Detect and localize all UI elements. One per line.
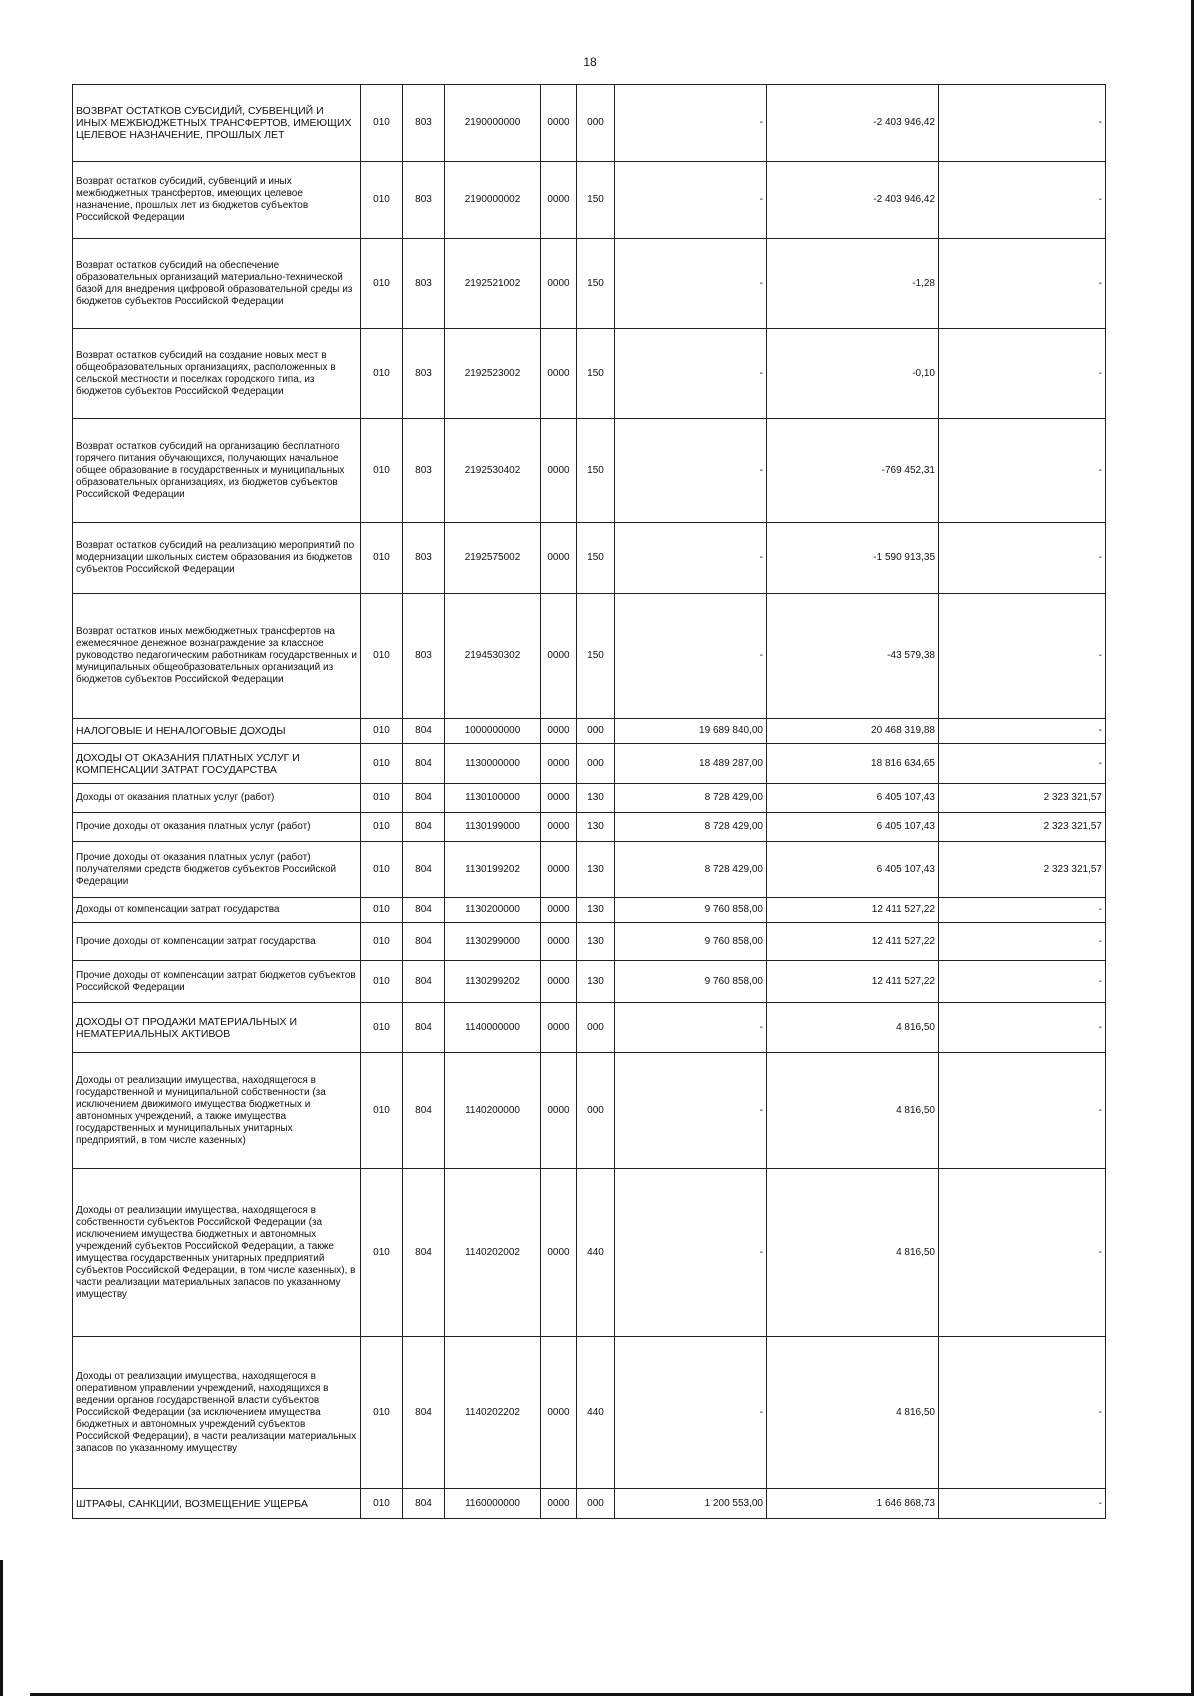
row-value-unexecuted: -: [939, 744, 1106, 784]
row-value-executed: -1,28: [767, 239, 939, 329]
row-code-2: 803: [403, 523, 445, 594]
row-code-1: 010: [361, 239, 403, 329]
row-code-5: 000: [577, 1489, 615, 1519]
row-code-1: 010: [361, 813, 403, 842]
row-name: НАЛОГОВЫЕ И НЕНАЛОГОВЫЕ ДОХОДЫ: [73, 719, 361, 744]
row-value-approved: -: [615, 419, 767, 523]
row-code-2: 804: [403, 1337, 445, 1489]
row-code-2: 804: [403, 784, 445, 813]
row-code-2: 804: [403, 898, 445, 923]
row-value-executed: 6 405 107,43: [767, 813, 939, 842]
row-name: Возврат остатков субсидий, субвенций и иных межбюджетных трансфертов, имеющих целевое назначение, прошлых лет из бюджетов субъектов Российской Федерации: [73, 162, 361, 239]
row-value-unexecuted: -: [939, 1003, 1106, 1053]
row-code-5: 440: [577, 1337, 615, 1489]
row-code-5: 000: [577, 1003, 615, 1053]
row-code-5: 150: [577, 523, 615, 594]
row-code-4: 0000: [541, 898, 577, 923]
row-value-executed: 12 411 527,22: [767, 898, 939, 923]
row-value-executed: 6 405 107,43: [767, 784, 939, 813]
page-number: 18: [583, 55, 597, 69]
row-code-5: 130: [577, 898, 615, 923]
row-value-executed: 12 411 527,22: [767, 923, 939, 961]
page-border-left: [0, 1560, 3, 1696]
row-code-1: 010: [361, 1489, 403, 1519]
row-name: Доходы от компенсации затрат государства: [73, 898, 361, 923]
row-value-unexecuted: -: [939, 419, 1106, 523]
row-code-3: 1140202202: [445, 1337, 541, 1489]
row-name: ШТРАФЫ, САНКЦИИ, ВОЗМЕЩЕНИЕ УЩЕРБА: [73, 1489, 361, 1519]
row-value-unexecuted: -: [939, 961, 1106, 1003]
row-code-3: 2192523002: [445, 329, 541, 419]
table-row: [73, 329, 1106, 419]
table-row: [73, 961, 1106, 1003]
table-row: [73, 784, 1106, 813]
row-value-approved: -: [615, 162, 767, 239]
row-code-5: 000: [577, 85, 615, 162]
row-code-5: 150: [577, 419, 615, 523]
row-code-3: 2190000002: [445, 162, 541, 239]
row-code-2: 804: [403, 1053, 445, 1169]
row-value-executed: 4 816,50: [767, 1169, 939, 1337]
table-row: [73, 1003, 1106, 1053]
row-value-approved: -: [615, 523, 767, 594]
row-value-executed: -2 403 946,42: [767, 162, 939, 239]
row-value-unexecuted: -: [939, 1489, 1106, 1519]
row-name: Прочие доходы от компенсации затрат бюджетов субъектов Российской Федерации: [73, 961, 361, 1003]
row-value-executed: -43 579,38: [767, 594, 939, 719]
row-code-1: 010: [361, 1169, 403, 1337]
row-value-approved: 8 728 429,00: [615, 784, 767, 813]
row-code-3: 1140200000: [445, 1053, 541, 1169]
row-value-unexecuted: -: [939, 1053, 1106, 1169]
table-row: [73, 523, 1106, 594]
row-value-approved: 1 200 553,00: [615, 1489, 767, 1519]
row-code-5: 150: [577, 594, 615, 719]
row-code-2: 804: [403, 961, 445, 1003]
table-row: [73, 898, 1106, 923]
row-value-unexecuted: -: [939, 85, 1106, 162]
row-name: Доходы от оказания платных услуг (работ): [73, 784, 361, 813]
row-code-2: 803: [403, 85, 445, 162]
row-value-approved: -: [615, 329, 767, 419]
table-row: [73, 842, 1106, 898]
row-value-unexecuted: -: [939, 719, 1106, 744]
row-value-approved: -: [615, 1053, 767, 1169]
row-name: ДОХОДЫ ОТ ПРОДАЖИ МАТЕРИАЛЬНЫХ И НЕМАТЕРИАЛЬНЫХ АКТИВОВ: [73, 1003, 361, 1053]
row-code-5: 440: [577, 1169, 615, 1337]
row-code-2: 804: [403, 842, 445, 898]
table-row: [73, 1337, 1106, 1489]
row-code-4: 0000: [541, 239, 577, 329]
row-value-approved: 8 728 429,00: [615, 842, 767, 898]
row-code-1: 010: [361, 784, 403, 813]
row-code-1: 010: [361, 898, 403, 923]
table-row: [73, 1053, 1106, 1169]
row-code-5: 150: [577, 329, 615, 419]
row-code-4: 0000: [541, 523, 577, 594]
row-name: ДОХОДЫ ОТ ОКАЗАНИЯ ПЛАТНЫХ УСЛУГ И КОМПЕНСАЦИИ ЗАТРАТ ГОСУДАРСТВА: [73, 744, 361, 784]
row-code-3: 1140202002: [445, 1169, 541, 1337]
row-code-4: 0000: [541, 719, 577, 744]
row-code-3: 1130100000: [445, 784, 541, 813]
row-code-2: 804: [403, 1003, 445, 1053]
row-name: Прочие доходы от оказания платных услуг (работ) получателями средств бюджетов субъектов Российской Федерации: [73, 842, 361, 898]
row-value-approved: 9 760 858,00: [615, 898, 767, 923]
row-value-unexecuted: -: [939, 594, 1106, 719]
row-code-2: 803: [403, 594, 445, 719]
row-name: Доходы от реализации имущества, находящегося в собственности субъектов Российской Федерации (за исключением имущества бюджетных и автономных учреждений субъектов Российской Федерации, а также имущества государственных унитарных предприятий субъектов Российской Федерации, в том числе казенных), в части реализации материальных запасов по указанному имуществу: [73, 1169, 361, 1337]
row-code-2: 804: [403, 813, 445, 842]
row-code-4: 0000: [541, 85, 577, 162]
row-code-2: 804: [403, 1169, 445, 1337]
row-name: Возврат остатков субсидий на организацию бесплатного горячего питания обучающихся, получающих начальное общее образование в государственных и муниципальных образовательных организациях, из бюджетов субъектов Российской Федерации: [73, 419, 361, 523]
row-name: Прочие доходы от оказания платных услуг (работ): [73, 813, 361, 842]
row-code-3: 1130299000: [445, 923, 541, 961]
row-code-1: 010: [361, 594, 403, 719]
row-code-3: 1000000000: [445, 719, 541, 744]
row-code-4: 0000: [541, 1169, 577, 1337]
row-value-executed: -769 452,31: [767, 419, 939, 523]
row-value-approved: 8 728 429,00: [615, 813, 767, 842]
row-value-approved: -: [615, 85, 767, 162]
row-name: ВОЗВРАТ ОСТАТКОВ СУБСИДИЙ, СУБВЕНЦИЙ И ИНЫХ МЕЖБЮДЖЕТНЫХ ТРАНСФЕРТОВ, ИМЕЮЩИХ ЦЕЛЕВОЕ НАЗНАЧЕНИЕ, ПРОШЛЫХ ЛЕТ: [73, 85, 361, 162]
row-code-5: 000: [577, 744, 615, 784]
table-row: [73, 744, 1106, 784]
row-code-4: 0000: [541, 419, 577, 523]
row-value-executed: -0,10: [767, 329, 939, 419]
row-value-unexecuted: -: [939, 239, 1106, 329]
row-code-4: 0000: [541, 162, 577, 239]
row-value-executed: 4 816,50: [767, 1337, 939, 1489]
row-value-approved: -: [615, 1003, 767, 1053]
row-code-4: 0000: [541, 744, 577, 784]
table-row: [73, 239, 1106, 329]
row-code-2: 804: [403, 744, 445, 784]
row-name: Доходы от реализации имущества, находящегося в государственной и муниципальной собственности (за исключением движимого имущества бюджетных и автономных учреждений, а также имущества государственных и муниципальных унитарных предприятий, в том числе казенных): [73, 1053, 361, 1169]
row-value-executed: 4 816,50: [767, 1053, 939, 1169]
table-row: [73, 719, 1106, 744]
row-code-3: 2192575002: [445, 523, 541, 594]
row-code-1: 010: [361, 85, 403, 162]
row-code-4: 0000: [541, 329, 577, 419]
row-value-approved: 9 760 858,00: [615, 961, 767, 1003]
row-value-unexecuted: 2 323 321,57: [939, 842, 1106, 898]
table-row: [73, 813, 1106, 842]
row-code-2: 803: [403, 419, 445, 523]
row-value-unexecuted: -: [939, 923, 1106, 961]
row-code-3: 2194530302: [445, 594, 541, 719]
row-value-unexecuted: -: [939, 162, 1106, 239]
table-row: [73, 594, 1106, 719]
row-name: Возврат остатков субсидий на обеспечение образовательных организаций материально-технической базой для внедрения цифровой образовательной среды из бюджетов субъектов Российской Федерации: [73, 239, 361, 329]
row-name: Возврат остатков субсидий на создание новых мест в общеобразовательных организациях, расположенных в сельской местности и поселках городского типа, из бюджетов субъектов Российской Федерации: [73, 329, 361, 419]
row-code-2: 804: [403, 719, 445, 744]
row-value-unexecuted: -: [939, 329, 1106, 419]
row-code-1: 010: [361, 162, 403, 239]
row-value-executed: 4 816,50: [767, 1003, 939, 1053]
row-code-2: 803: [403, 239, 445, 329]
table-row: [73, 1489, 1106, 1519]
row-value-unexecuted: -: [939, 523, 1106, 594]
row-value-executed: 18 816 634,65: [767, 744, 939, 784]
row-value-unexecuted: -: [939, 1337, 1106, 1489]
row-code-3: 1130199000: [445, 813, 541, 842]
row-code-4: 0000: [541, 1489, 577, 1519]
row-value-executed: 6 405 107,43: [767, 842, 939, 898]
row-value-unexecuted: 2 323 321,57: [939, 784, 1106, 813]
row-code-1: 010: [361, 1337, 403, 1489]
row-code-3: 1140000000: [445, 1003, 541, 1053]
row-code-5: 130: [577, 961, 615, 1003]
page-border-right: [1191, 0, 1194, 1696]
row-name: Возврат остатков иных межбюджетных трансфертов на ежемесячное денежное вознаграждение за классное руководство педагогическим работникам государственных и муниципальных общеобразовательных организаций из бюджетов субъектов Российской Федерации: [73, 594, 361, 719]
row-code-3: 2192530402: [445, 419, 541, 523]
row-code-5: 150: [577, 162, 615, 239]
row-value-approved: -: [615, 1337, 767, 1489]
row-code-2: 803: [403, 162, 445, 239]
row-code-2: 804: [403, 1489, 445, 1519]
row-code-4: 0000: [541, 842, 577, 898]
row-value-unexecuted: 2 323 321,57: [939, 813, 1106, 842]
row-value-unexecuted: -: [939, 898, 1106, 923]
row-name: Доходы от реализации имущества, находящегося в оперативном управлении учреждений, находящихся в ведении органов государственной власти субъектов Российской Федерации (за исключением имущества бюджетных и автономных учреждений субъектов Российской Федерации), в части реализации материальных запасов по указанному имуществу: [73, 1337, 361, 1489]
row-code-3: 1130299202: [445, 961, 541, 1003]
row-code-1: 010: [361, 842, 403, 898]
row-code-3: 1130199202: [445, 842, 541, 898]
row-code-1: 010: [361, 744, 403, 784]
row-value-approved: 9 760 858,00: [615, 923, 767, 961]
row-code-4: 0000: [541, 1003, 577, 1053]
row-name: Возврат остатков субсидий на реализацию мероприятий по модернизации школьных систем образования из бюджетов субъектов Российской Федерации: [73, 523, 361, 594]
row-code-3: 1130000000: [445, 744, 541, 784]
row-code-1: 010: [361, 329, 403, 419]
row-code-4: 0000: [541, 1337, 577, 1489]
row-code-1: 010: [361, 419, 403, 523]
row-code-1: 010: [361, 719, 403, 744]
row-value-approved: 19 689 840,00: [615, 719, 767, 744]
row-code-3: 2190000000: [445, 85, 541, 162]
row-code-1: 010: [361, 1053, 403, 1169]
row-value-approved: -: [615, 594, 767, 719]
row-code-4: 0000: [541, 961, 577, 1003]
row-code-5: 000: [577, 1053, 615, 1169]
row-code-5: 130: [577, 813, 615, 842]
row-code-3: 1160000000: [445, 1489, 541, 1519]
revenue-table: [72, 84, 1106, 1519]
row-value-approved: -: [615, 239, 767, 329]
row-code-4: 0000: [541, 1053, 577, 1169]
table-row: [73, 85, 1106, 162]
row-code-5: 130: [577, 842, 615, 898]
row-code-3: 1130200000: [445, 898, 541, 923]
row-code-4: 0000: [541, 813, 577, 842]
row-value-approved: 18 489 287,00: [615, 744, 767, 784]
row-value-executed: 20 468 319,88: [767, 719, 939, 744]
row-code-2: 803: [403, 329, 445, 419]
row-code-5: 000: [577, 719, 615, 744]
row-value-unexecuted: -: [939, 1169, 1106, 1337]
table-row: [73, 1169, 1106, 1337]
row-code-4: 0000: [541, 594, 577, 719]
row-value-approved: -: [615, 1169, 767, 1337]
row-code-3: 2192521002: [445, 239, 541, 329]
row-code-2: 804: [403, 923, 445, 961]
row-code-1: 010: [361, 923, 403, 961]
row-code-5: 130: [577, 923, 615, 961]
row-code-1: 010: [361, 961, 403, 1003]
row-value-executed: 12 411 527,22: [767, 961, 939, 1003]
row-code-1: 010: [361, 1003, 403, 1053]
row-code-5: 130: [577, 784, 615, 813]
row-code-1: 010: [361, 523, 403, 594]
row-name: Прочие доходы от компенсации затрат государства: [73, 923, 361, 961]
row-code-5: 150: [577, 239, 615, 329]
table-row: [73, 923, 1106, 961]
row-code-4: 0000: [541, 784, 577, 813]
table-row: [73, 419, 1106, 523]
row-value-executed: -2 403 946,42: [767, 85, 939, 162]
table-row: [73, 162, 1106, 239]
row-value-executed: -1 590 913,35: [767, 523, 939, 594]
row-value-executed: 1 646 868,73: [767, 1489, 939, 1519]
row-code-4: 0000: [541, 923, 577, 961]
